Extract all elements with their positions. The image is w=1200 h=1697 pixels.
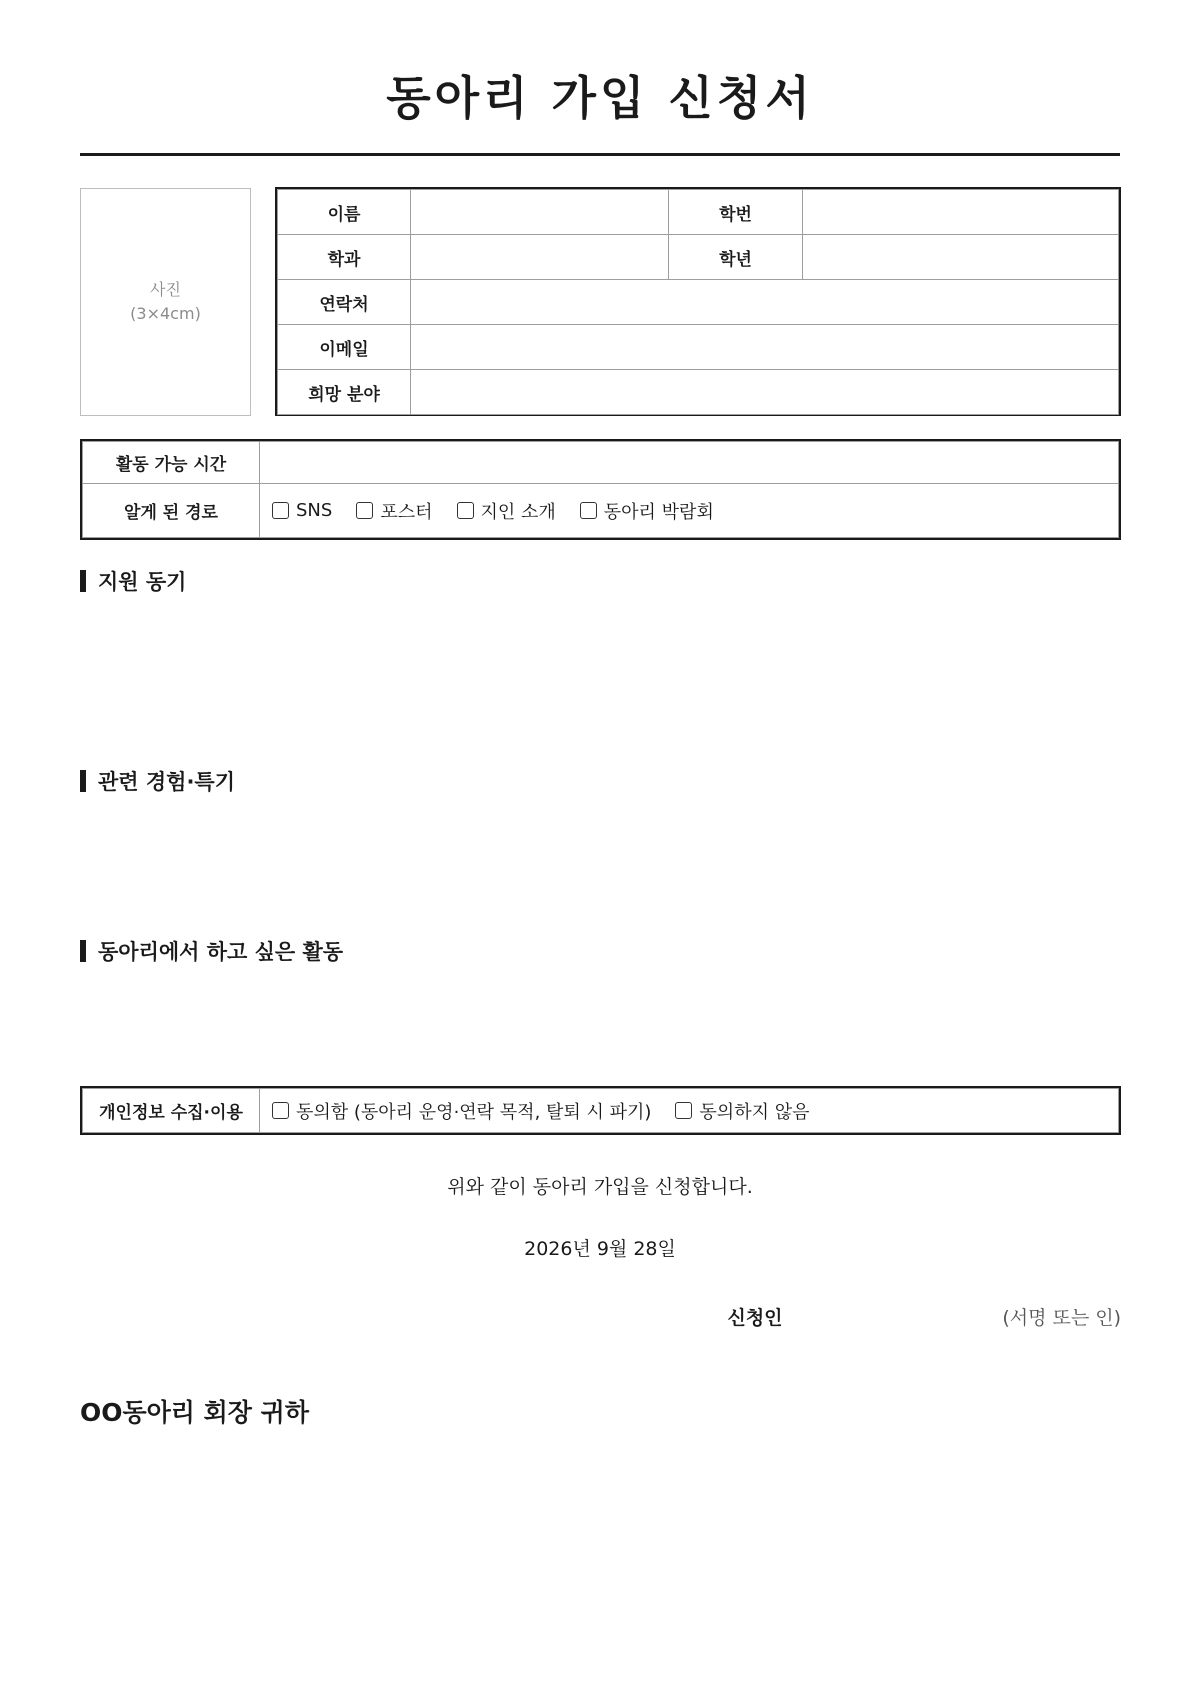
section-bar-icon — [80, 770, 86, 792]
route-option-sns[interactable] — [272, 500, 332, 521]
email-label: 이메일 — [278, 325, 411, 370]
photo-size: (3×4cm) — [130, 304, 201, 323]
title-divider — [80, 153, 1120, 156]
section-title: 동아리에서 하고 싶은 활동 — [98, 940, 344, 964]
section-motivation — [80, 566, 186, 596]
privacy-agree-option[interactable] — [272, 1098, 651, 1124]
checkbox-icon[interactable] — [580, 502, 597, 519]
section-activities — [80, 936, 343, 966]
contact-field[interactable] — [411, 280, 1119, 325]
photo-label: 사진 — [150, 280, 181, 299]
signature-field[interactable]: (서명 또는 인) — [1002, 1307, 1121, 1329]
email-field[interactable] — [411, 325, 1119, 370]
student-id-field[interactable] — [803, 190, 1119, 235]
available-time-label: 활동 가능 시간 — [83, 442, 260, 484]
activities-area[interactable] — [80, 970, 1121, 1075]
route-option-fair[interactable] — [580, 498, 714, 524]
privacy-agree-label: 동의함 (동아리 운영·연락 목적, 탈퇴 시 파기) — [296, 1101, 652, 1123]
department-field[interactable] — [411, 235, 669, 280]
activity-table — [80, 439, 1121, 540]
checkbox-icon[interactable] — [272, 502, 289, 519]
section-bar-icon — [80, 570, 86, 592]
name-label: 이름 — [278, 190, 411, 235]
available-time-field[interactable] — [260, 442, 1119, 484]
route-option-poster[interactable] — [356, 498, 432, 524]
route-option-label: SNS — [296, 500, 333, 521]
route-option-referral[interactable] — [457, 498, 556, 524]
privacy-disagree-option[interactable] — [675, 1098, 809, 1124]
grade-field[interactable] — [803, 235, 1119, 280]
checkbox-icon[interactable] — [675, 1102, 692, 1119]
privacy-consent-table — [80, 1086, 1121, 1135]
photo-box[interactable] — [80, 188, 251, 416]
route-label: 알게 된 경로 — [83, 484, 260, 538]
privacy-label: 개인정보 수집·이용 — [83, 1089, 260, 1133]
department-label: 학과 — [278, 235, 411, 280]
section-bar-icon — [80, 940, 86, 962]
experience-area[interactable] — [80, 800, 1121, 920]
name-field[interactable] — [411, 190, 669, 235]
route-option-label: 지인 소개 — [480, 501, 556, 523]
route-options — [260, 484, 1119, 538]
route-option-label: 포스터 — [380, 501, 433, 523]
checkbox-icon[interactable] — [457, 502, 474, 519]
desired-field-label: 희망 분야 — [278, 370, 411, 415]
route-option-label: 동아리 박람회 — [603, 501, 714, 523]
checkbox-icon[interactable] — [272, 1102, 289, 1119]
form-title: 동아리 가입 신청서 — [386, 71, 814, 125]
privacy-options — [260, 1089, 1119, 1133]
application-statement: 위와 같이 동아리 가입을 신청합니다. — [447, 1176, 753, 1198]
applicant-info-table — [275, 187, 1121, 416]
contact-label: 연락처 — [278, 280, 411, 325]
checkbox-icon[interactable] — [356, 502, 373, 519]
applicant-label: 신청인 — [727, 1307, 783, 1329]
grade-label: 학년 — [669, 235, 803, 280]
student-id-label: 학번 — [669, 190, 803, 235]
addressee: OO동아리 회장 귀하 — [80, 1398, 309, 1427]
section-title: 지원 동기 — [98, 570, 187, 594]
section-title: 관련 경험·특기 — [98, 770, 236, 794]
motivation-area[interactable] — [80, 600, 1121, 750]
desired-field-field[interactable] — [411, 370, 1119, 415]
section-experience — [80, 766, 235, 796]
application-date: 2026년 9월 28일 — [524, 1238, 676, 1260]
privacy-disagree-label: 동의하지 않음 — [699, 1101, 810, 1123]
